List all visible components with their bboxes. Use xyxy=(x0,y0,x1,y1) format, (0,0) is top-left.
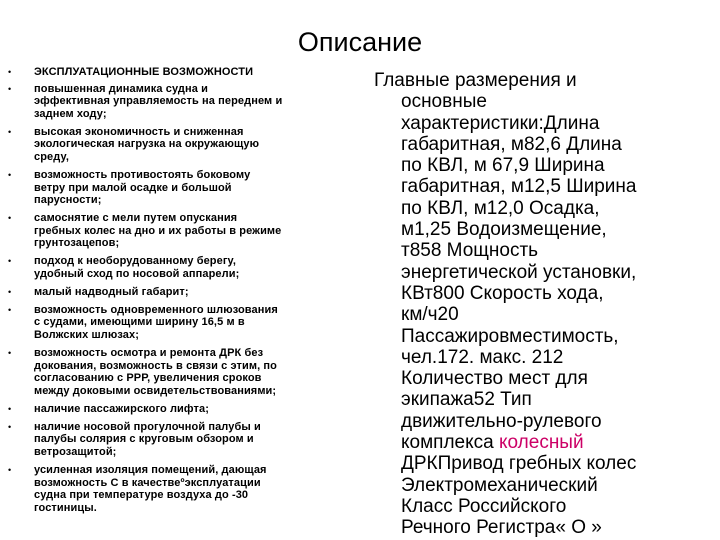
list-item-line: возможность осмотра и ремонта ДРК без xyxy=(34,347,264,360)
list-item-line: экологическая нагрузка на окружающую xyxy=(34,138,260,151)
bullet-icon: • xyxy=(8,256,12,267)
bullet-icon: • xyxy=(8,304,12,315)
spec-line-text: габаритная, м12,5 Ширина xyxy=(401,176,637,198)
list-item-line: ветрозащитой; xyxy=(34,445,117,458)
spec-line xyxy=(374,283,720,304)
spec-line-text: Пассажировместимость, xyxy=(401,325,619,347)
spec-line xyxy=(374,432,720,453)
spec-line xyxy=(374,155,720,176)
list-item-line: палубы солярия с круговым обзором и xyxy=(34,433,254,446)
list-item xyxy=(8,304,353,342)
list-item xyxy=(8,421,353,459)
spec-line-text: ДРКПривод гребных колес xyxy=(401,453,637,475)
spec-line-text: КВт800 Скорость хода, xyxy=(401,282,604,304)
list-item-line: возможность противостоять боковому xyxy=(34,168,251,181)
spec-line-text: характеристики:Длина xyxy=(401,112,600,134)
list-item-line: эффективная управляемость на переднем и xyxy=(34,95,283,108)
bullet-icon: • xyxy=(8,421,12,432)
spec-line-text: Класс Российского xyxy=(401,495,567,517)
list-item-line: парусности; xyxy=(34,194,102,207)
list-item xyxy=(8,169,353,207)
list-item-line: подход к необорудованному берегу, xyxy=(34,255,237,268)
bullet-icon: • xyxy=(8,169,12,180)
spec-line-text: по КВЛ, м 67,9 Ширина xyxy=(401,155,605,177)
list-item-line: ЭКСПЛУАТАЦИОННЫЕ ВОЗМОЖНОСТИ xyxy=(34,66,254,78)
list-item xyxy=(8,286,353,299)
spec-line xyxy=(374,304,720,325)
spec-line xyxy=(374,368,720,389)
list-item-line: наличие носовой прогулочной палубы и xyxy=(34,420,261,433)
main-specifications xyxy=(374,70,720,539)
spec-line-text: м1,25 Водоизмещение, xyxy=(401,219,607,241)
list-item-line: высокая экономичность и сниженная xyxy=(34,125,244,138)
spec-line-text: Речного Регистра« О » xyxy=(401,517,602,539)
spec-line xyxy=(374,347,720,368)
list-item-line: наличие пассажирского лифта; xyxy=(34,402,209,415)
capabilities-list xyxy=(8,66,353,520)
list-item-line: с судами, имеющими ширину 16,5 м в xyxy=(34,316,245,329)
list-item-line: возможность С в качествеºэксплуатации xyxy=(34,476,261,489)
spec-line-text: движительно-рулевого xyxy=(401,410,602,432)
list-item xyxy=(8,126,353,164)
list-item-line: гостиницы. xyxy=(34,501,97,514)
list-item xyxy=(8,255,353,280)
spec-line xyxy=(374,326,720,347)
list-item-line: гребных колес на дно и их работы в режиме xyxy=(34,224,282,237)
list-item-line: докования, возможность в связи с этим, по xyxy=(34,359,277,372)
bullet-icon: • xyxy=(8,83,12,94)
spec-line-text: комплекса xyxy=(401,432,494,454)
spec-line-text: км/ч20 xyxy=(401,304,459,326)
slide-title: Описание xyxy=(297,27,423,57)
list-item-line: ветру при малой осадке и большой xyxy=(34,181,232,194)
bullet-icon: • xyxy=(8,464,12,475)
list-item-line: малый надводный габарит; xyxy=(34,285,189,298)
spec-line-text: энергетической установки, xyxy=(401,261,637,283)
list-item xyxy=(8,403,353,416)
list-item-line: грунтозацепов; xyxy=(34,237,120,250)
spec-line xyxy=(374,389,720,410)
list-item-line: самоснятие с мели путем опускания xyxy=(34,212,238,225)
list-item-line: между доковыми освидетельствованиями; xyxy=(34,384,277,397)
spec-line-text: Количество мест для xyxy=(401,368,588,390)
spec-line-text: Электромеханический xyxy=(401,474,598,496)
spec-line xyxy=(374,453,720,474)
list-item-line: удобный сход по носовой аппарели; xyxy=(34,267,240,280)
list-item-line: усиленная изоляция помещений, дающая xyxy=(34,463,267,476)
list-item xyxy=(8,464,353,514)
bullet-icon: • xyxy=(8,213,12,224)
spec-line xyxy=(374,262,720,283)
spec-line-text: по КВЛ, м12,0 Осадка, xyxy=(401,197,600,219)
bullet-icon: • xyxy=(8,348,12,359)
list-item-line: повышенная динамика судна и xyxy=(34,82,208,95)
list-item-line: судна при температуре воздуха до -30 xyxy=(34,489,249,502)
list-item-line: заднем ходу; xyxy=(34,107,107,120)
spec-line xyxy=(374,113,720,134)
spec-line xyxy=(374,134,720,155)
list-item-line: возможность одновременного шлюзования xyxy=(34,303,278,316)
spec-line-text: чел.172. макс. 212 xyxy=(401,346,564,368)
spec-line-text: габаритная, м82,6 Длина xyxy=(401,133,622,155)
highlighted-word: колесный xyxy=(498,432,584,454)
spec-line xyxy=(374,91,720,112)
bullet-icon: • xyxy=(8,286,12,297)
spec-line-text: Главные размерения и xyxy=(374,70,577,91)
bullet-icon: • xyxy=(8,67,12,77)
list-heading xyxy=(8,66,353,79)
spec-line xyxy=(374,475,720,496)
list-item-line: среду, xyxy=(34,150,70,163)
list-item xyxy=(8,212,353,250)
list-item xyxy=(8,347,353,397)
bullet-icon: • xyxy=(8,403,12,414)
spec-line xyxy=(374,176,720,197)
spec-line xyxy=(374,496,720,517)
spec-line xyxy=(374,219,720,240)
bullet-icon: • xyxy=(8,126,12,137)
spec-line xyxy=(374,198,720,219)
spec-line xyxy=(374,411,720,432)
list-item-line: согласованию с РРР, увеличения сроков xyxy=(34,372,262,385)
spec-line xyxy=(374,70,720,91)
spec-line xyxy=(374,517,720,538)
spec-line-text: т858 Мощность xyxy=(401,240,539,262)
list-item-line: Волжских шлюзах; xyxy=(34,329,139,342)
list-item xyxy=(8,83,353,121)
spec-line xyxy=(374,240,720,261)
spec-line-text: основные xyxy=(401,91,487,113)
spec-line-text: экипажа52 Тип xyxy=(401,389,532,411)
